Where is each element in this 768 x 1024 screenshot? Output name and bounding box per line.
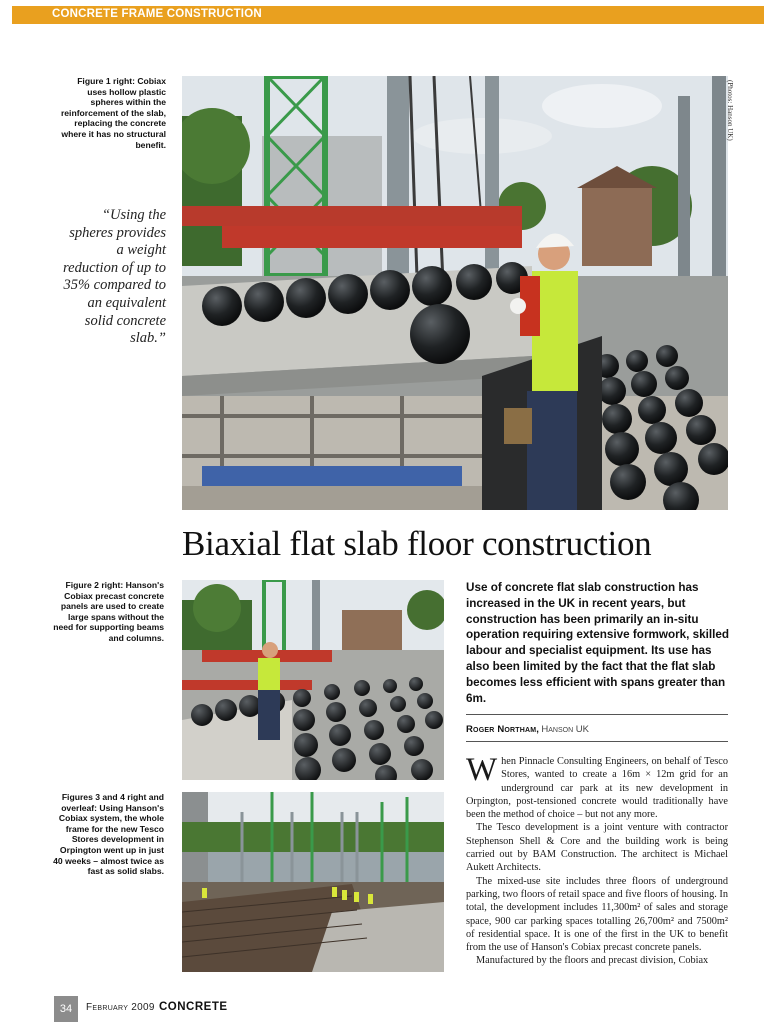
pull-quote: “Using the spheres provides a weight reduction of up to 35% compared to an equivalent solid concrete slab.” <box>63 207 166 347</box>
article-body <box>466 752 728 968</box>
figure2-photo <box>182 580 444 780</box>
divider-rule <box>466 714 728 715</box>
body-paragraph: Manufactured by the floors and precast division, Cobiax <box>476 955 709 967</box>
drop-cap: W <box>466 752 498 788</box>
figure2-caption: Figure 2 right: Hanson's Cobiax precast concrete panels are used to create large spans without the need for supporting beams and columns. <box>53 580 164 643</box>
divider-rule <box>466 741 728 742</box>
page-footer <box>54 996 454 1022</box>
author-name: Roger Northam, <box>466 724 540 735</box>
issue-date: February 2009 <box>86 1002 155 1013</box>
article-intro: Use of concrete flat slab construction has increased in the UK in recent years, but construction has been primarily an in-situ operation requiring extensive formwork, skilled labour and specialist equipment. Its use has also been limited by the fact that the flat slab becomes less efficient with spans greater than 6m. <box>466 581 730 705</box>
section-header-bar <box>12 6 764 24</box>
photo-credit: (Photos: Hanson UK) <box>726 80 734 141</box>
figure3-4-caption: Figures 3 and 4 right and overleaf: Using Hanson's Cobiax system, the whole frame for the new Tesco Stores development in Orpington went up in just 40 weeks – almost twice as fast as solid slabs. <box>53 792 164 877</box>
section-title: CONCRETE FRAME CONSTRUCTION <box>52 8 262 20</box>
figure1-caption: Figure 1 right: Cobiax uses hollow plastic spheres within the reinforcement of the slab, replacing the concrete where it has no structural benefit. <box>60 76 166 150</box>
body-paragraph: The Tesco development is a joint venture with contractor Stephenson Shell & Core and the building work is being carried out by BAM Construction. The architect is Michael Aukett Architects. <box>466 822 728 874</box>
figure3-photo <box>182 792 444 972</box>
magazine-name: CONCRETE <box>159 1001 228 1013</box>
body-paragraph: When Pinnacle Consulting Engineers, on behalf of Tesco Stores, wanted to create a 16m × 12m grid for an underground car park at its new development in Orpington, post-tensioned concrete would traditionally have been the method of choice – but not any more. <box>466 752 728 821</box>
figure1-photo <box>182 76 728 510</box>
body-paragraph: The mixed-use site includes three floors of underground parking, two floors of retail space and five floors of housing. In total, the development includes 11,300m² of sales and storage space, 900 car parking spaces totalling 26,700m² and 7500m² of residential space. It is one of the first in the UK to benefit from the use of Hanson's Cobiax precast concrete panels. <box>466 875 728 954</box>
article-title: Biaxial flat slab floor construction <box>182 524 652 563</box>
page-number: 34 <box>54 996 78 1022</box>
author-organisation: Hanson UK <box>541 724 589 735</box>
byline <box>466 724 589 735</box>
